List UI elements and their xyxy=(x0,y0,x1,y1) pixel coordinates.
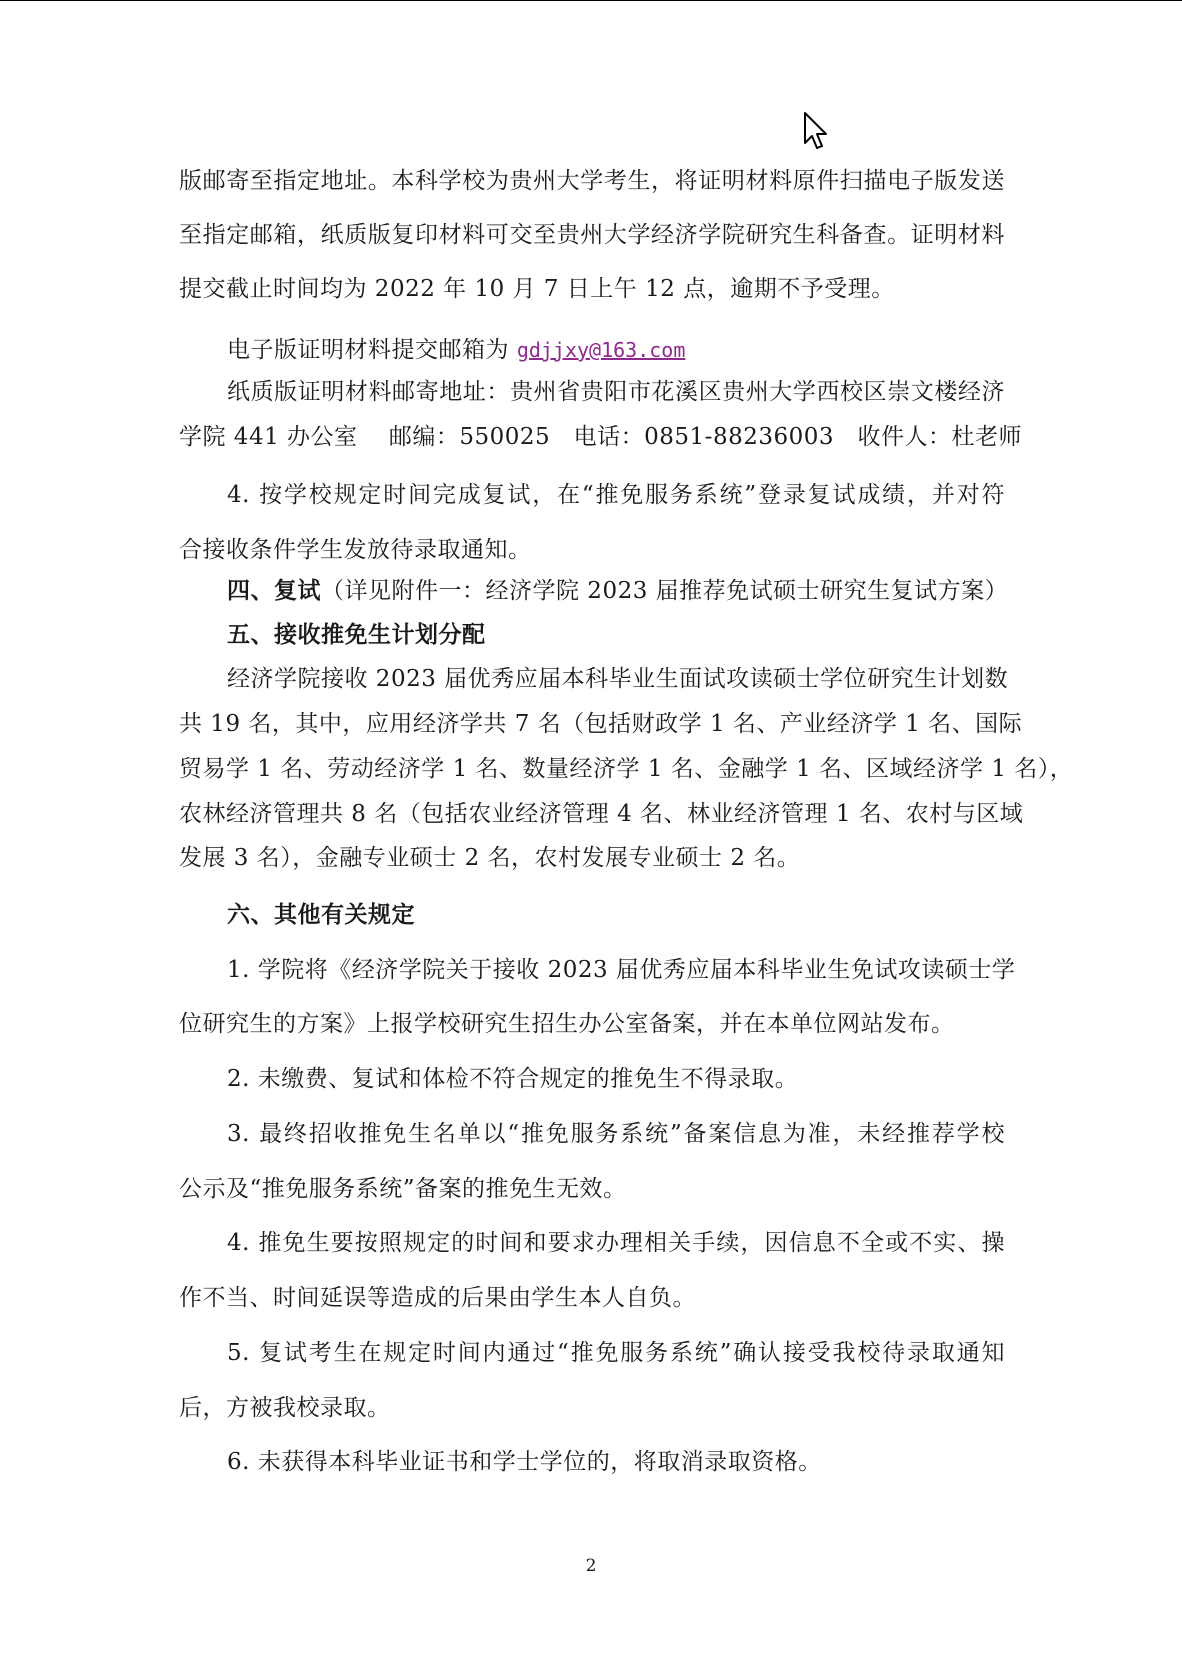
list-item: 4. 推免生要按照规定的时间和要求办理相关手续，因信息不全或不实、操 xyxy=(227,1230,1005,1256)
mouse-pointer-icon xyxy=(803,111,829,151)
paragraph-line: 发展 3 名），金融专业硕士 2 名，农村发展专业硕士 2 名。 xyxy=(179,845,801,871)
section-heading-4 xyxy=(227,576,1009,606)
paragraph-line: 合接收条件学生发放待录取通知。 xyxy=(179,537,532,563)
list-item: 1. 学院将《经济学院关于接收 2023 届优秀应届本科毕业生免试攻读硕士学 xyxy=(227,957,1016,983)
paragraph-line: 版邮寄至指定地址。本科学校为贵州大学考生，将证明材料原件扫描电子版发送 xyxy=(179,168,1005,194)
list-item: 3. 最终招收推免生名单以“推免服务系统”备案信息为准，未经推荐学校 xyxy=(227,1121,1005,1147)
email-label: 电子版证明材料提交邮箱为 xyxy=(227,337,517,363)
list-item: 4. 按学校规定时间完成复试，在“推免服务系统”登录复试成绩，并对符 xyxy=(227,482,1005,508)
paragraph-line: 农林经济管理共 8 名（包括农业经济管理 4 名、林业经济管理 1 名、农村与区域 xyxy=(179,801,1024,827)
section-note: （详见附件一：经济学院 2023 届推荐免试硕士研究生复试方案） xyxy=(321,578,1009,604)
list-item: 6. 未获得本科毕业证书和学士学位的，将取消录取资格。 xyxy=(227,1449,822,1475)
paragraph-line: 公示及“推免服务系统”备案的推免生无效。 xyxy=(179,1176,627,1202)
paragraph-line: 经济学院接收 2023 届优秀应届本科毕业生面试攻读硕士学位研究生计划数 xyxy=(227,666,1009,692)
list-item: 5. 复试考生在规定时间内通过“推免服务系统”确认接受我校待录取通知 xyxy=(227,1340,1005,1366)
paragraph-line: 位研究生的方案》上报学校研究生招生办公室备案，并在本单位网站发布。 xyxy=(179,1011,955,1037)
email-line xyxy=(227,335,1005,365)
paragraph-line: 提交截止时间均为 2022 年 10 月 7 日上午 12 点，逾期不予受理。 xyxy=(179,276,895,302)
page-number: 2 xyxy=(585,1556,597,1576)
section-title: 四、复试 xyxy=(227,577,321,604)
paragraph-line: 贸易学 1 名、劳动经济学 1 名、数量经济学 1 名、金融学 1 名、区域经济学 1 名）， xyxy=(179,756,1074,782)
contact-line: 学院 441 办公室 邮编：550025 电话：0851-88236003 收件人：杜老师 xyxy=(179,424,1023,450)
page-top-border xyxy=(0,0,1182,1)
paragraph-line: 后，方被我校录取。 xyxy=(179,1395,391,1421)
section-heading-5: 五、接收推免生计划分配 xyxy=(227,621,486,648)
paragraph-line: 至指定邮箱，纸质版复印材料可交至贵州大学经济学院研究生科备查。证明材料 xyxy=(179,222,1005,248)
address-line: 纸质版证明材料邮寄地址：贵州省贵阳市花溪区贵州大学西校区崇文楼经济 xyxy=(227,379,1005,405)
section-heading-6: 六、其他有关规定 xyxy=(227,901,415,928)
paragraph-line: 作不当、时间延误等造成的后果由学生本人自负。 xyxy=(179,1285,696,1311)
list-item: 2. 未缴费、复试和体检不符合规定的推免生不得录取。 xyxy=(227,1066,799,1092)
email-link[interactable]: gdjjxy@163.com xyxy=(516,338,686,362)
paragraph-line: 共 19 名，其中，应用经济学共 7 名（包括财政学 1 名、产业经济学 1 名、国际 xyxy=(179,711,1023,737)
